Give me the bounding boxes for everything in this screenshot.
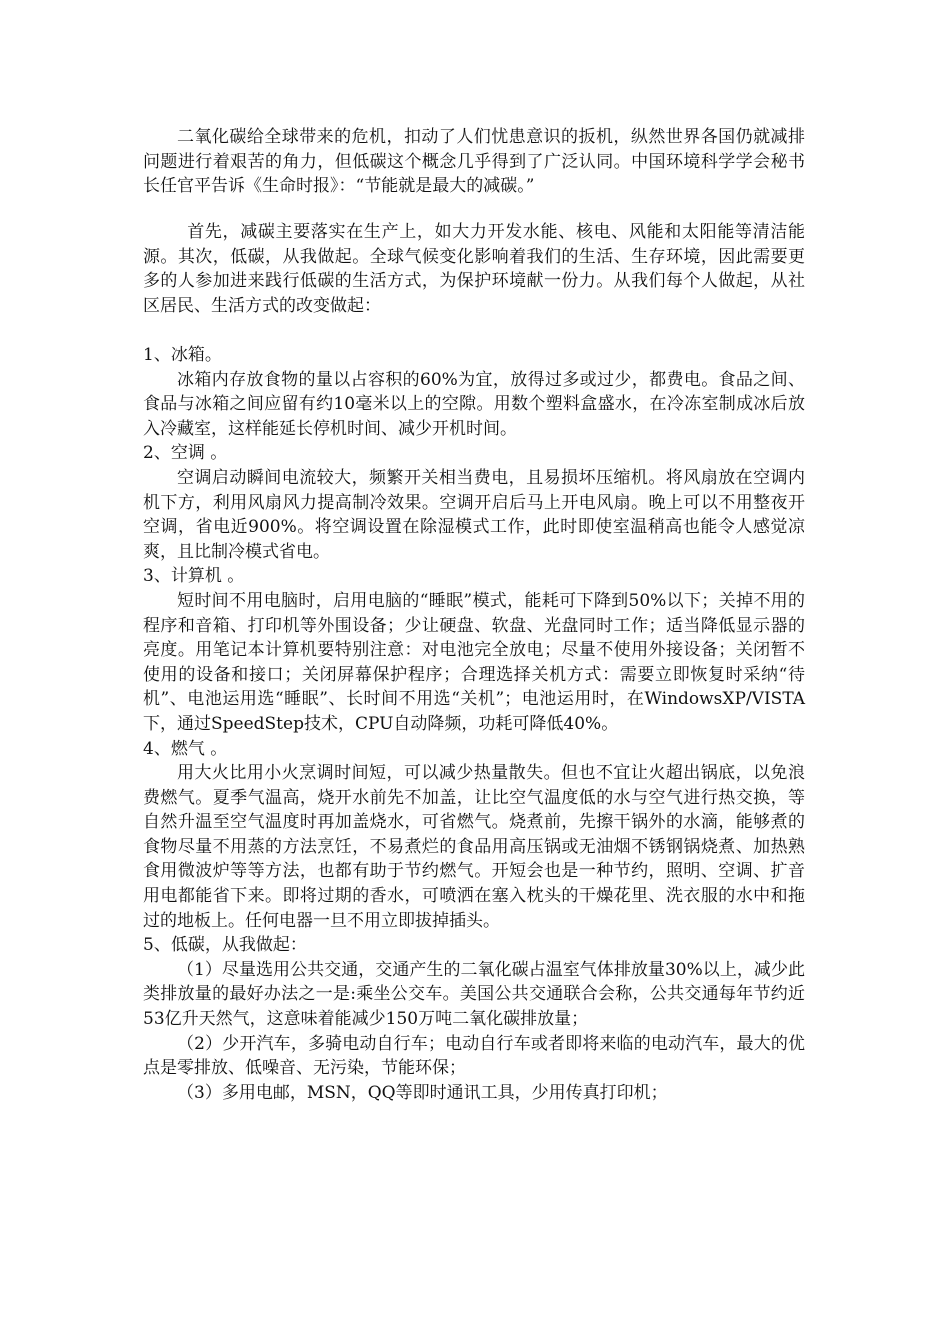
sections-block (143, 343, 805, 1105)
section-heading-fridge: 1、冰箱。 (143, 345, 222, 365)
intro-paragraph-1: 二氧化碳给全球带来的危机，扣动了人们忧患意识的扳机，纵然世界各国仍就减排问题进行着艰苦的角力，但低碳这个概念几乎得到了广泛认同。中国环境科学学会秘书长任官平告诉《生命时报》：“节能就是最大的减碳。” (143, 127, 805, 197)
section-paragraph-lowcarbon-2: （2）少开汽车，多骑电动自行车；电动自行车或者即将来临的电动汽车，最大的优点是零排放、低噪音、无污染，节能环保； (143, 1033, 805, 1079)
section-heading-lowcarbon: 5、低碳，从我做起： (143, 935, 307, 956)
section-paragraph-gas: 用大火比用小火烹调时间短，可以减少热量散失。但也不宜让火超出锅底，以免浪费燃气。夏季气温高，烧开水前先不加盖，让比空气温度低的水与空气进行热交换，等自然升温至空气温度时再加盖烧水，可省燃气。烧煮前，先擦干锅外的水滴，能够煮的食物尽量不用蒸的方法烹饪，不易煮烂的食品用高压锅或无油烟不锈钢锅烧煮、加热熟食用微波炉等等方法，也都有助于节约燃气。开短会也是一种节约，照明、空调、扩音用电都能省下来。即将过期的香水，可喷洒在塞入枕头的干燥花里、洗衣服的水中和拖过的地板上。任何电器一旦不用立即拔掉插头。 (143, 763, 805, 931)
section-heading-aircon: 2、空调 。 (143, 443, 228, 464)
intro-paragraph-2: 首先，减碳主要落实在生产上，如大力开发水能、核电、风能和太阳能等清洁能源。其次，低碳，从我做起。全球气候变化影响着我们的生活、生存环境，因此需要更多的人参加进来践行低碳的生活方式，为保护环境献一份力。从我们每个人做起，从社区居民、生活方式的改变做起： (143, 222, 805, 316)
section-paragraph-lowcarbon-3: （3）多用电邮，MSN，QQ等即时通讯工具，少用传真打印机； (177, 1082, 668, 1103)
section-heading-gas: 4、燃气 。 (143, 738, 228, 759)
section-heading-computer: 3、计算机 。 (143, 566, 245, 587)
intro-block-2 (143, 220, 805, 318)
section-paragraph-fridge: 冰箱内存放食物的量以占容积的60%为宜，放得过多或过少，都费电。食品之间、食品与冰箱之间应留有约10毫米以上的空隙。用数个塑料盒盛水，在冷冻室制成冰后放入冷藏室，这样能延长停机时间、减少开机时间。 (143, 369, 805, 439)
section-paragraph-computer: 短时间不用电脑时，启用电脑的“睡眠”模式，能耗可下降到50%以下；关掉不用的程序和音箱、打印机等外围设备；少让硬盘、软盘、光盘同时工作；适当降低显示器的亮度。用笔记本计算机要特别注意：对电池完全放电；尽量不使用外接设备；关闭暂不使用的设备和接口；关闭屏幕保护程序；合理选择关机方式：需要立即恢复时采纳“待机”、电池运用选“睡眠”、长时间不用选“关机”；电池运用时，在WindowsXP/VISTA下，通过SpeedStep技术，CPU自动降频，功耗可降低40%。 (143, 590, 805, 734)
intro-block (143, 125, 805, 199)
section-paragraph-lowcarbon-1: （1）尽量选用公共交通，交通产生的二氧化碳占温室气体排放量30%以上，减少此类排放量的最好办法之一是:乘坐公交车。美国公共交通联合会称，公共交通每年节约近53亿升天然气，这意味着能减少150万吨二氧化碳排放量； (143, 959, 805, 1030)
section-paragraph-aircon: 空调启动瞬间电流较大，频繁开关相当费电，且易损坏压缩机。将风扇放在空调内机下方，利用风扇风力提高制冷效果。空调开启后马上开电风扇。晚上可以不用整夜开空调，省电近900%。将空调设置在除湿模式工作，此时即使室温稍高也能令人感觉凉爽，且比制冷模式省电。 (143, 467, 805, 562)
